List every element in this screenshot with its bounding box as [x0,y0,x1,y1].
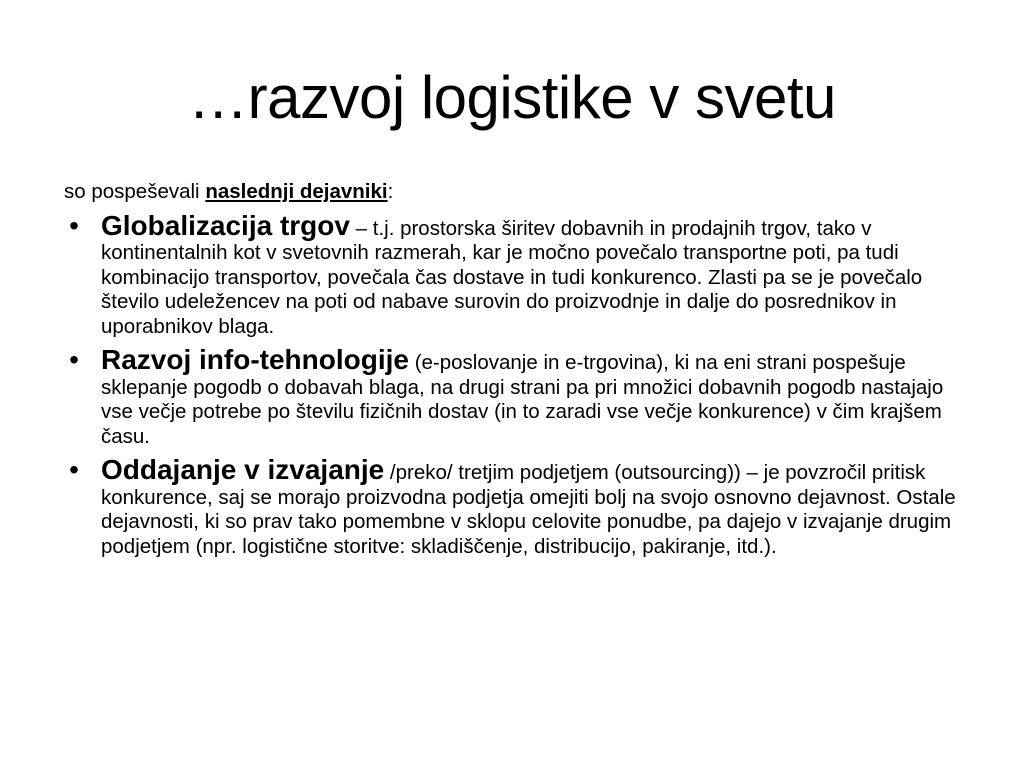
bullet-item-outsourcing [64,455,974,559]
intro-emphasis: naslednji dejavniki [205,180,388,203]
bullet-heading: Oddajanje v izvajanje [101,454,385,485]
bullet-item-globalization [64,211,974,340]
slide-content [64,180,974,565]
bullet-marker: • [69,454,79,485]
bullet-marker: • [69,344,79,375]
bullet-heading: Razvoj info-tehnologije [101,344,409,375]
bullet-list [64,211,974,560]
intro-prefix: so pospeševali [64,180,206,203]
bullet-item-info-technology [64,345,974,449]
bullet-marker: • [69,209,79,241]
bullet-text: – t.j. prostorska širitev dobavnih in prodajnih trgov, tako v kontinentalnih kot v svetovnih razmerah, kar je močno povečalo transportne poti, pa tudi kombinacijo transportov, povečala čas dostave in tudi konkurenco. Zlasti pa se je povečalo število udeležencev na poti od nabave surovin do proizvodnje in dalje do posrednikov in uporabnikov blaga. [101,216,923,338]
bullet-text: /preko/ tretjim podjetjem (outsourcing)) – je povzročil pritisk konkurence, saj se morajo proizvodna podjetja omejiti bolj na svojo osnovno dejavnost. Ostale dejavnosti, ki so prav tako pomembne v sklopu celovite ponudbe, pa dajejo v izvajanje drugim podjetjem (npr. logistične storitve: skladiščenje, distribucijo, pakiranje, itd.). [101,461,956,558]
intro-suffix: : [387,180,394,203]
intro-line [64,180,974,205]
bullet-heading: Globalizacija trgov [101,209,350,241]
bullet-text: (e-poslovanje in e-trgovina), ki na eni strani pospešuje sklepanje pogodb o dobavah blaga, na drugi strani pa pri množici dobavnih pogodb nastajajo vse večje potrebe po številu fizičnih dostav (in to zaradi vse večje konkurence) v čim krajšem času. [101,351,944,448]
slide-title: …razvoj logistike v svetu [188,64,836,131]
